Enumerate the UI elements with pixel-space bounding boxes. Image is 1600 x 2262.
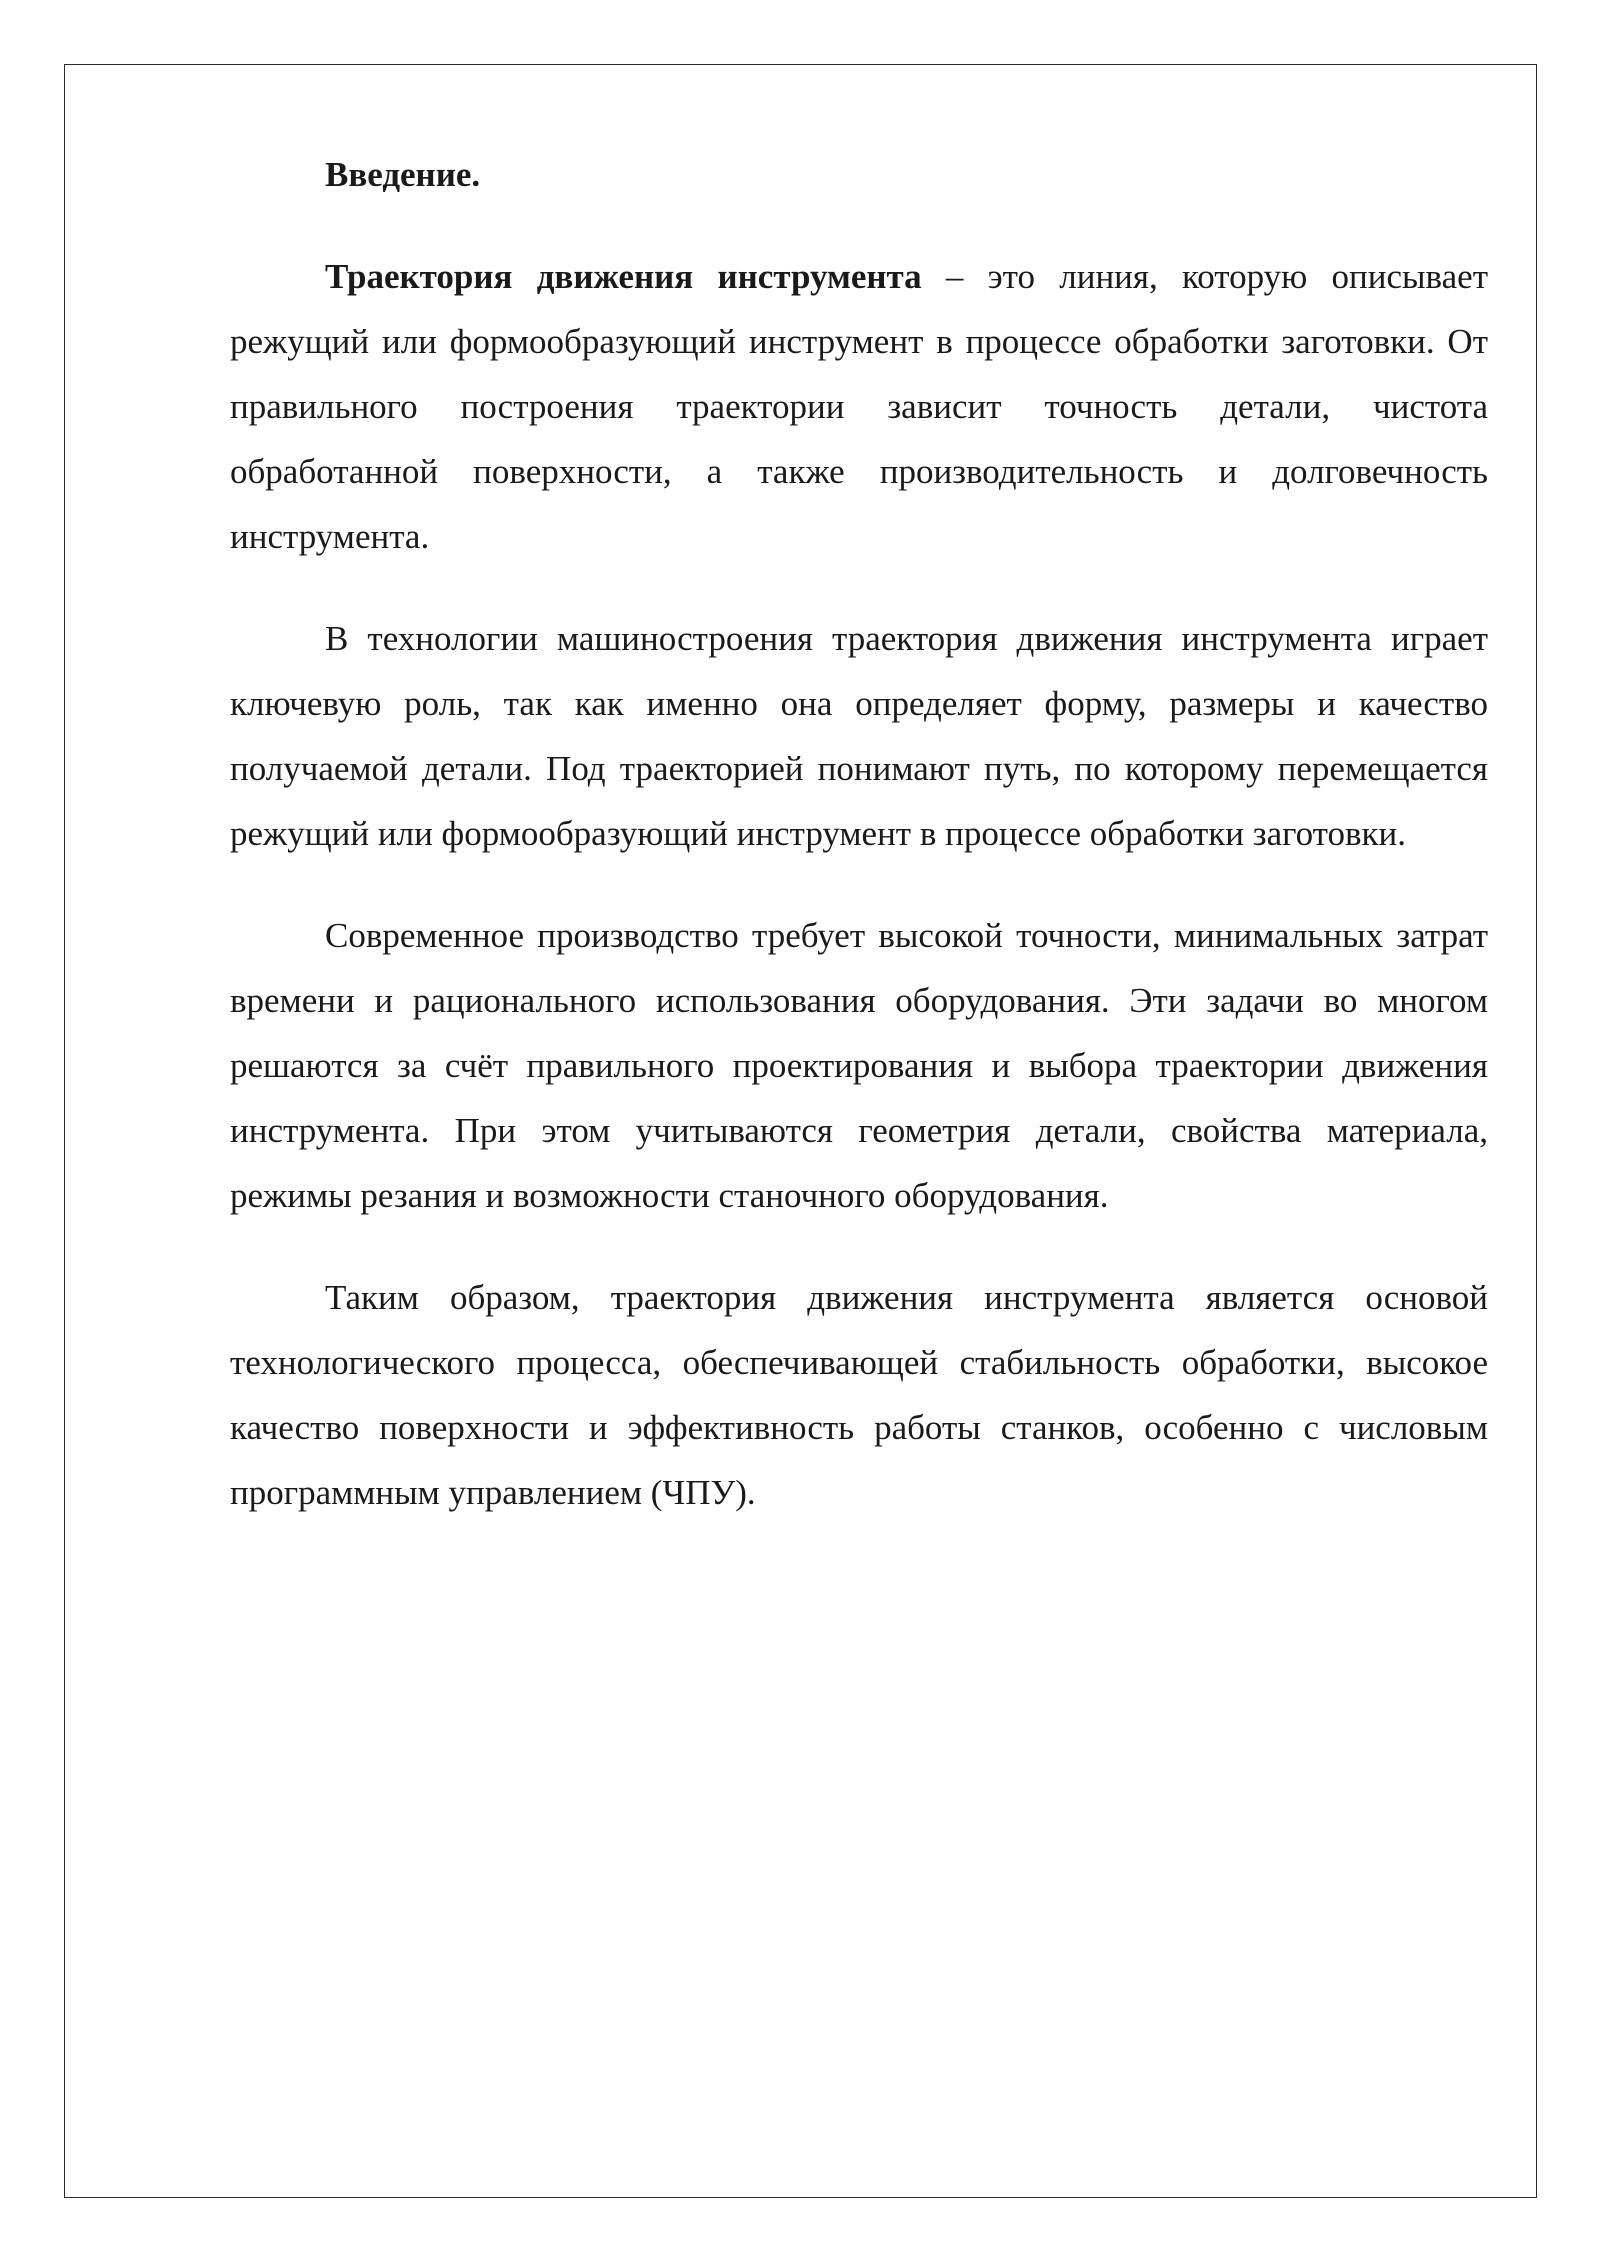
paragraph-conclusion: Таким образом, траектория движения инструмента является основой технологического процесса, обеспечивающей стабильность обработки, высокое качество поверхности и эффективность работы станков, особенно с числовым программным управлением (ЧПУ).: [230, 1278, 1488, 1512]
paragraph-definition: [230, 244, 1488, 569]
defined-term: Траектория движения инструмента: [325, 257, 922, 296]
paragraph-requirements: Современное производство требует высокой точности, минимальных затрат времени и рационального использования оборудования. Эти задачи во многом решаются за счёт правильного проектирования и выбора траектории движения инструмента. При этом учитываются геометрия детали, свойства материала, режимы резания и возможности станочного оборудования.: [230, 916, 1488, 1215]
paragraph-text: – это линия, которую описывает режущий или формообразующий инструмент в процессе обработки заготовки. От правильного построения траектории зависит точность детали, чистота обработанной поверхности, а также производительность и долговечность инструмента.: [230, 257, 1488, 556]
document-body: [230, 142, 1488, 1562]
section-heading: Введение.: [325, 155, 481, 194]
paragraph-role: В технологии машиностроения траектория движения инструмента играет ключевую роль, так как именно она определяет форму, размеры и качество получаемой детали. Под траекторией понимают путь, по которому перемещается режущий или формообразующий инструмент в процессе обработки заготовки.: [230, 619, 1488, 853]
